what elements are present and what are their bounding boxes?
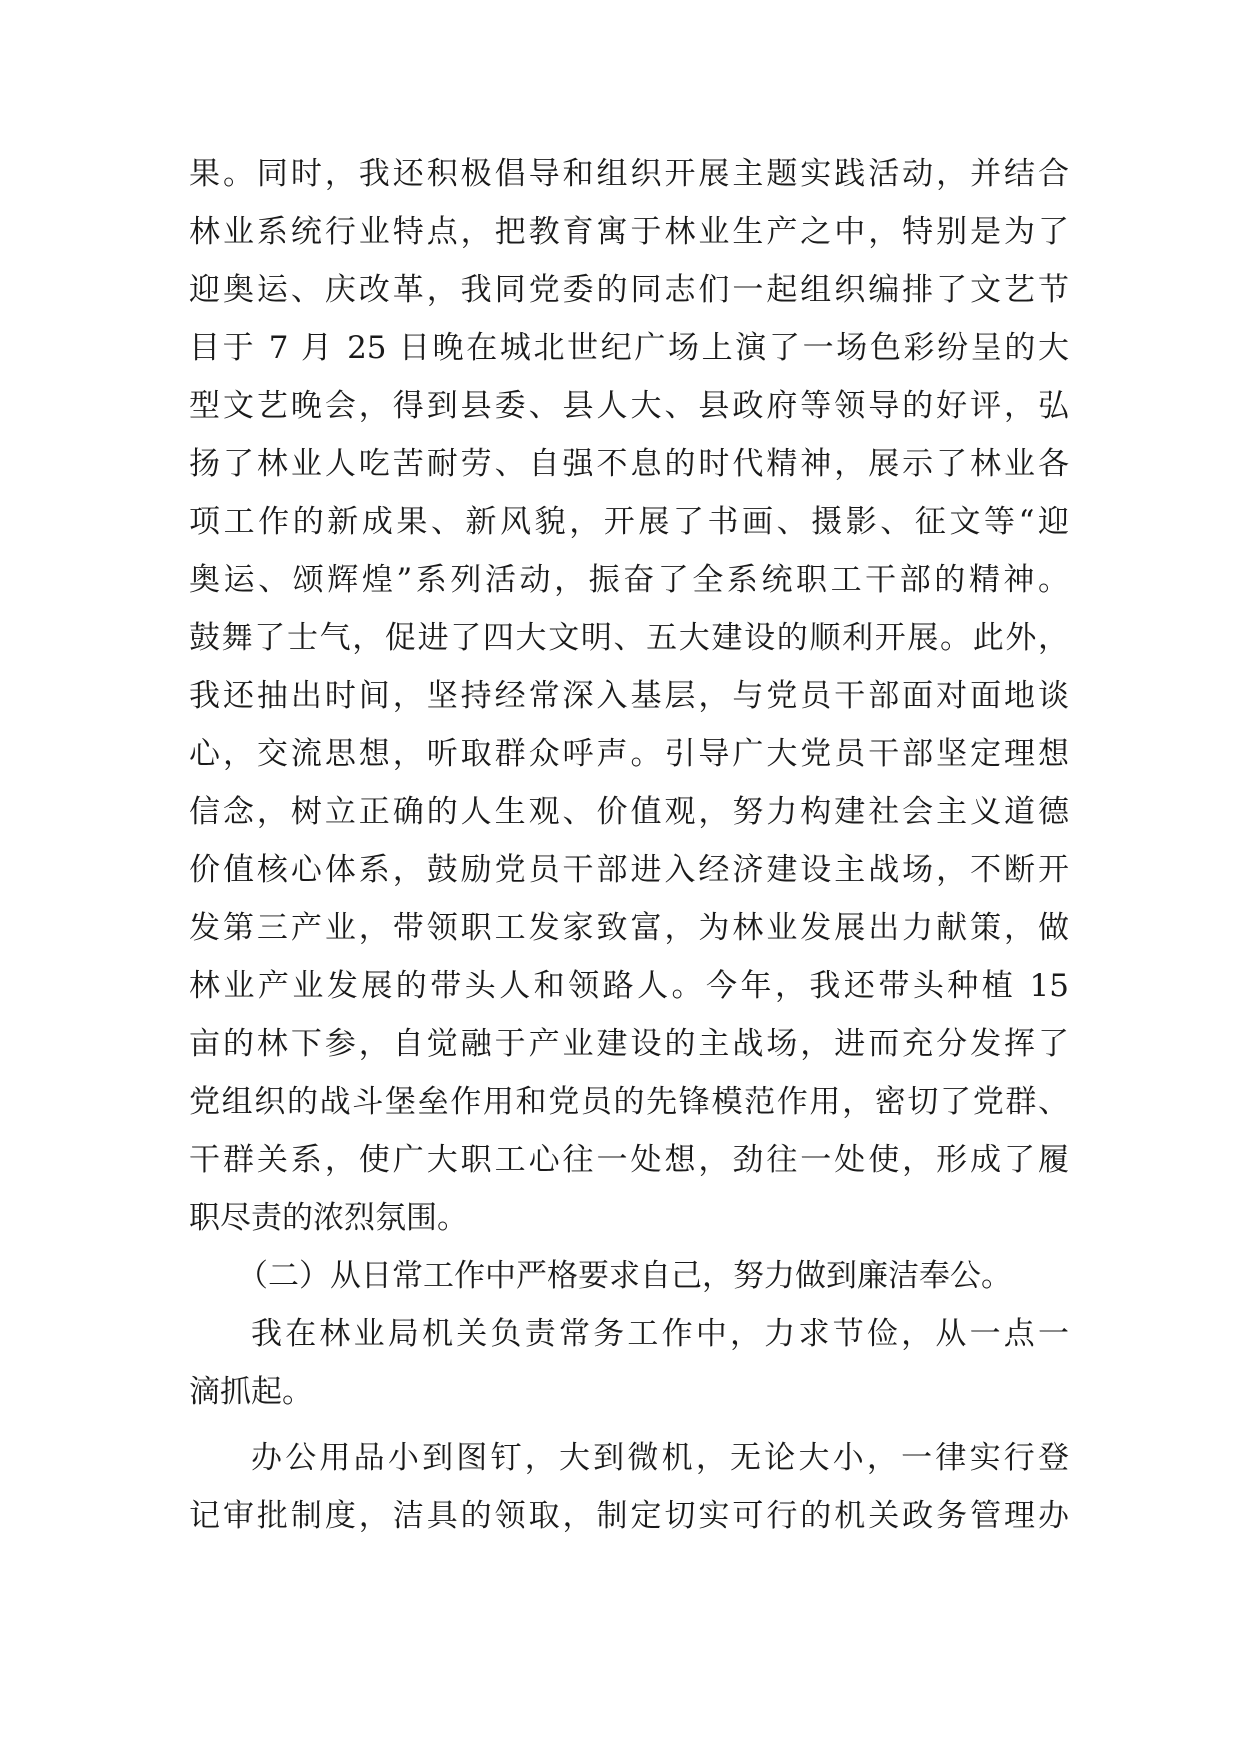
paragraph-spacer (189, 1421, 1069, 1429)
text-line: 心，交流思想，听取群众呼声。引导广大党员干部坚定理想 (189, 736, 1069, 772)
text-line: 滴抓起。 (189, 1374, 313, 1410)
text-line: 项工作的新成果、新风貌，开展了书画、摄影、征文等“迎 (189, 504, 1069, 540)
text-line: 我还抽出时间，坚持经常深入基层，与党员干部面对面地谈 (189, 678, 1069, 714)
text-line: 干群关系，使广大职工心往一处想，劲往一处使，形成了履 (189, 1142, 1069, 1178)
text-line: 亩的林下参，自觉融于产业建设的主战场，进而充分发挥了 (189, 1026, 1069, 1062)
section-heading: （二）从日常工作中严格要求自己，努力做到廉洁奉公。 (237, 1258, 1012, 1294)
text-line: 扬了林业人吃苦耐劳、自强不息的时代精神，展示了林业各 (189, 446, 1069, 482)
paragraph (189, 1429, 1069, 1545)
paragraph-continuation (189, 145, 1069, 1247)
text-line: 目于 7 月 25 日晚在城北世纪广场上演了一场色彩纷呈的大 (189, 330, 1069, 366)
text-line: 办公用品小到图钉，大到微机，无论大小，一律实行登 (251, 1440, 1069, 1476)
text-line: 发第三产业，带领职工发家致富，为林业发展出力献策，做 (189, 910, 1069, 946)
text-line: 记审批制度，洁具的领取，制定切实可行的机关政务管理办 (189, 1498, 1069, 1534)
text-line: 鼓舞了士气，促进了四大文明、五大建设的顺利开展。此外， (189, 620, 1069, 656)
text-line: 型文艺晚会，得到县委、县人大、县政府等领导的好评，弘 (189, 388, 1069, 424)
document-body (189, 145, 1069, 1545)
text-line: 职尽责的浓烈氛围。 (189, 1200, 468, 1236)
text-line: 奥运、颂辉煌”系列活动，振奋了全系统职工干部的精神。 (189, 562, 1069, 598)
text-line: 迎奥运、庆改革，我同党委的同志们一起组织编排了文艺节 (189, 272, 1069, 308)
text-line: 价值核心体系，鼓励党员干部进入经济建设主战场，不断开 (189, 852, 1069, 888)
text-line: 信念，树立正确的人生观、价值观，努力构建社会主义道德 (189, 794, 1069, 830)
text-line: 林业产业发展的带头人和领路人。今年，我还带头种植 15 (189, 968, 1069, 1004)
text-line: 我在林业局机关负责常务工作中，力求节俭，从一点一 (251, 1316, 1069, 1352)
text-line: 党组织的战斗堡垒作用和党员的先锋模范作用，密切了党群、 (189, 1084, 1069, 1120)
paragraph (189, 1305, 1069, 1421)
text-line: 果。同时，我还积极倡导和组织开展主题实践活动，并结合 (189, 156, 1069, 192)
text-line: 林业系统行业特点，把教育寓于林业生产之中，特别是为了 (189, 214, 1069, 250)
